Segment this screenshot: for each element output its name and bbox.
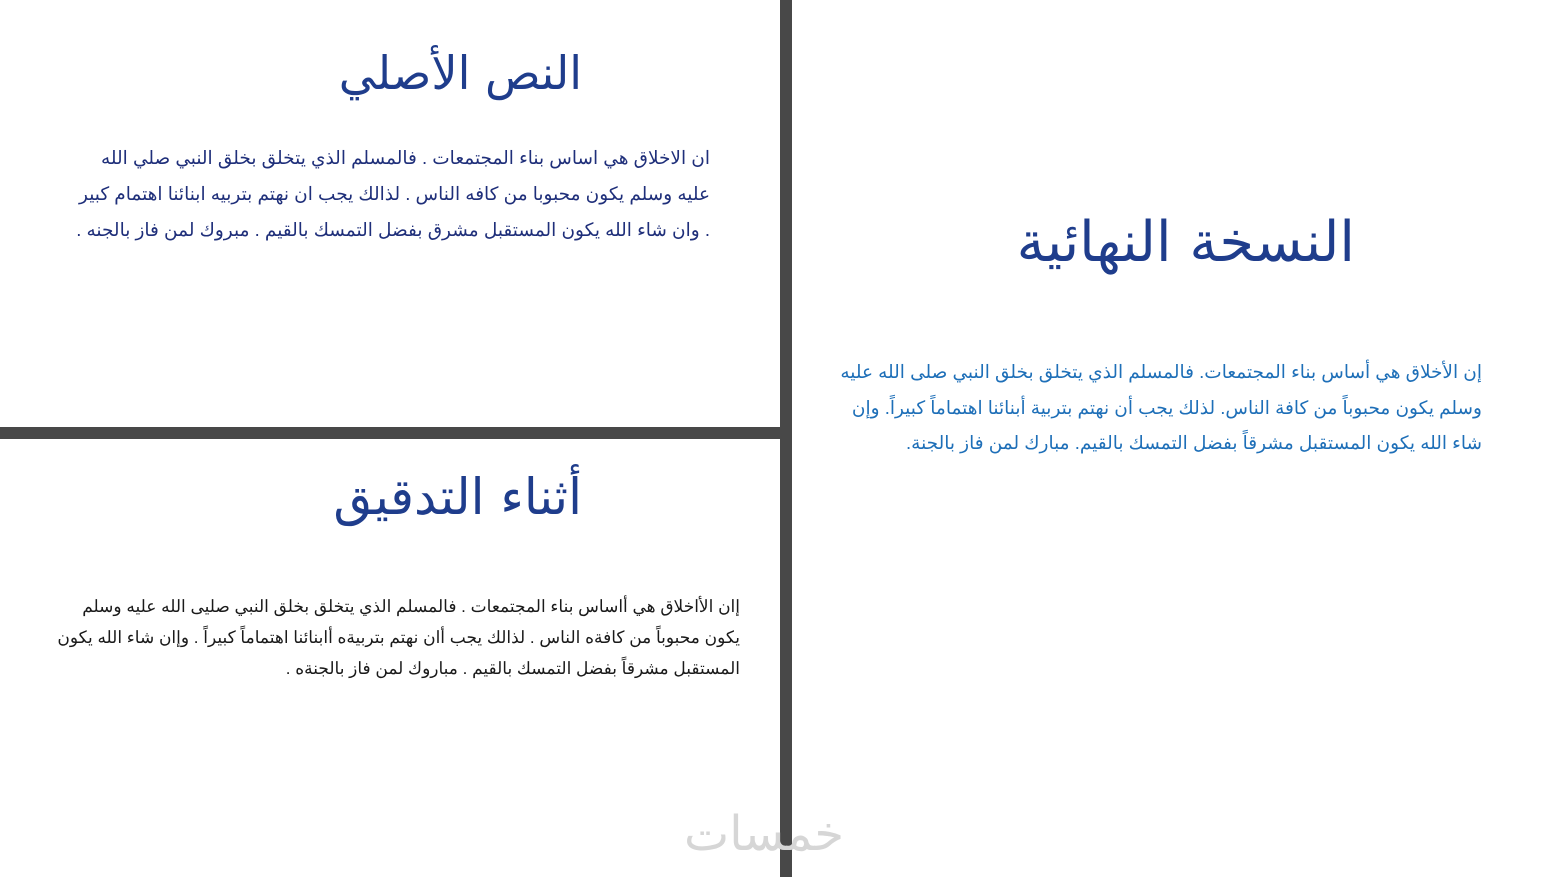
horizontal-divider [0, 427, 780, 439]
final-paragraph: إن الأخلاق هي أساس بناء المجتمعات. فالمسلم الذي يتخلق بخلق النبي صلى الله عليه وسلم يكون محبوباً من كافة الناس. لذلك يجب أن نهتم بتربية أبنائنا اهتماماً كبيراً. وإن شاء الله يكون المستقبل مشرقاً بفضل التمسك بالقيم. مبارك لمن فاز بالجنة. [840, 361, 1482, 453]
review-paragraph: إان الأاخلاق هي أاساس بناء المجتمعات . فالمسلم الذي يتخلق بخلق النبي صليى الله عليه وسلم يكون محبوباً من كافةه الناس . لذالك يجب أان نهتم بتربيةه أابنائنا اهتماماً كبيراً . وإان شاء الله يكون المستقبل مشرقاً بفضل التمسك بالقيم . مباروك لمن فاز بالجنةه . [57, 597, 740, 678]
final-title: النسخة النهائية [1016, 210, 1355, 275]
vertical-divider [780, 0, 792, 877]
review-title: أثناء التدقيق [333, 468, 582, 526]
watermark-logo: خمسات [684, 806, 845, 862]
original-paragraph: ان الاخلاق هي اساس بناء المجتمعات . فالمسلم الذي يتخلق بخلق النبي صلي الله عليه وسلم يكون محبوبا من كافه الناس . لذالك يجب ان نهتم بتربيه ابنائنا اهتمام كبير . وان شاء الله يكون المستقبل مشرق بفضل التمسك بالقيم . مبروك لمن فاز بالجنه . [76, 147, 710, 240]
original-title: النص الأصلي [338, 46, 582, 100]
